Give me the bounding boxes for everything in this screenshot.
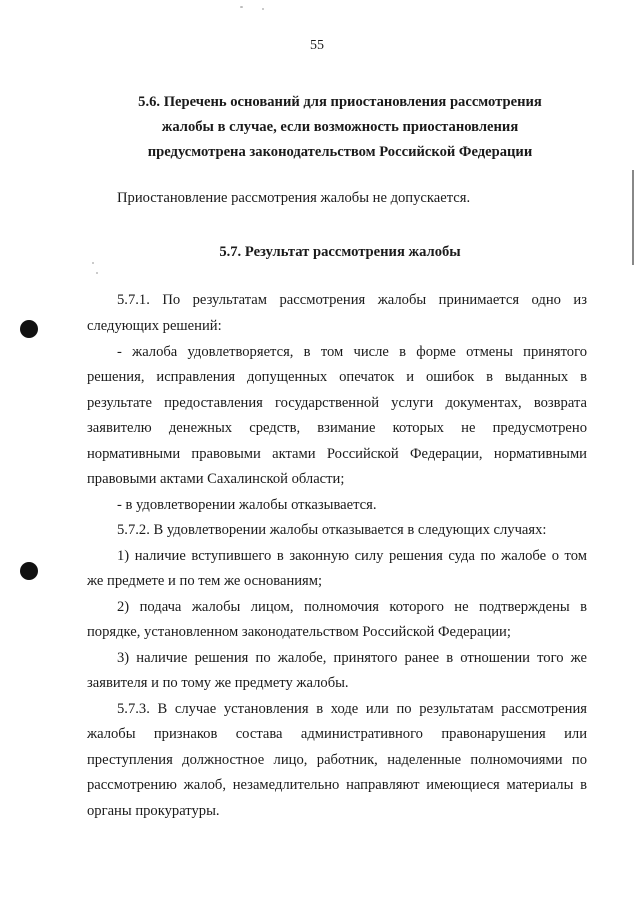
text-line: результате предоставления государственной услуги документах, возврата (87, 395, 587, 411)
text-line: правовыми актами Сахалинской области; (87, 471, 345, 487)
text-line: 2) подача жалобы лицом, полномочия которого не подтверждены в (117, 599, 587, 615)
page-number: 55 (310, 38, 324, 53)
scan-speck (96, 272, 98, 274)
text-line: жалобы признаков состава административного правонарушения или (87, 726, 587, 742)
text-line: нормативными правовыми актами Российской Федерации, нормативными (87, 446, 587, 462)
text-line: порядке, установленном законодательством Российской Федерации; (87, 624, 511, 640)
text-line: заявителя и по тому же предмету жалобы. (87, 675, 349, 691)
scan-speck (92, 262, 94, 264)
scan-speck (240, 6, 243, 8)
text-line: 5.7.3. В случае установления в ходе или по результатам рассмотрения (117, 701, 587, 717)
section-5-6-body: Приостановление рассмотрения жалобы не допускается. (117, 190, 471, 206)
punch-hole (20, 320, 38, 338)
punch-hole (20, 562, 38, 580)
text-line: 5.7.2. В удовлетворении жалобы отказывается в следующих случаях: (117, 522, 547, 538)
text-line: 5.7.1. По результатам рассмотрения жалобы принимается одно из (117, 292, 587, 308)
heading-line: жалобы в случае, если возможность приостановления (161, 119, 519, 135)
text-line: - в удовлетворении жалобы отказывается. (117, 497, 377, 513)
text-line: - жалоба удовлетворяется, в том числе в форме отмены принятого (117, 344, 587, 360)
section-5-6-heading (110, 90, 570, 165)
heading-line: 5.6. Перечень оснований для приостановления рассмотрения (138, 94, 542, 110)
text-line: преступления должностное лицо, работник, наделенные полномочиями по (87, 752, 587, 768)
text-line: 3) наличие решения по жалобе, принятого ранее в отношении того же (117, 650, 587, 666)
scan-speck (262, 8, 264, 10)
section-5-7-heading: 5.7. Результат рассмотрения жалобы (219, 244, 461, 260)
text-line: следующих решений: (87, 318, 222, 334)
text-line: рассмотрению жалоб, незамедлительно направляют имеющиеся материалы в (87, 777, 587, 793)
heading-line: предусмотрена законодательством Российской Федерации (147, 144, 533, 160)
text-line: же предмете и по тем же основаниям; (87, 573, 323, 589)
text-line: органы прокуратуры. (87, 803, 220, 819)
text-line: решения, исправления допущенных опечаток и ошибок в выданных в (87, 369, 587, 385)
text-line: заявителю денежных средств, взимание которых не предусмотрено (87, 420, 587, 436)
text-line: 1) наличие вступившего в законную силу решения суда по жалобе о том (117, 548, 587, 564)
